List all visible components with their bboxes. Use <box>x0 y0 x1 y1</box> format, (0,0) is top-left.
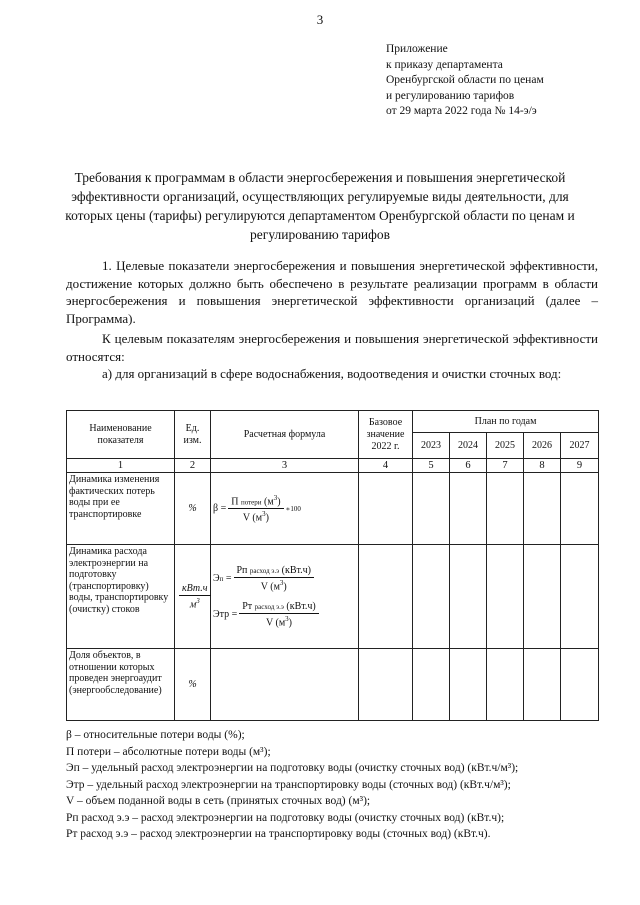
formula-num-sub: расход э.э <box>254 602 284 611</box>
header-year: 2026 <box>524 433 561 459</box>
header-year: 2025 <box>487 433 524 459</box>
base-value <box>359 649 413 721</box>
legend-line: Рт расход э.э – расход электроэнергии на транспортировку воды (сточных вод) (кВт.ч). <box>66 828 491 840</box>
column-number: 9 <box>561 459 599 473</box>
unit-den: м <box>189 599 197 611</box>
appendix-line: Приложение <box>386 43 448 55</box>
column-number: 4 <box>359 459 413 473</box>
plan-value <box>413 649 450 721</box>
legend-line: Эп – удельный расход электроэнергии на подготовку воды (очистку сточных вод) (кВт.ч/м³); <box>66 762 519 774</box>
plan-value <box>487 473 524 545</box>
formula-cell <box>211 473 359 545</box>
paragraph-2-text: К целевым показателям энергосбережения и повышения энергетической эффективности относятся: <box>66 331 598 364</box>
plan-value <box>450 473 487 545</box>
legend-line: β – относительные потери воды (%); <box>66 729 245 741</box>
indicator-unit: % <box>175 473 211 545</box>
header-name: Наименование показателя <box>67 411 175 459</box>
formula-num-sub: потери <box>240 498 262 506</box>
formula-num-sub: расход э.э <box>249 567 280 576</box>
appendix-line: к приказу департамента <box>386 58 503 71</box>
indicator-name: Доля объектов, в отношении которых проведен энергоаудит (энергообследование) <box>67 649 175 721</box>
appendix-line: и регулированию тарифов <box>386 89 515 102</box>
plan-value <box>561 649 599 721</box>
base-value <box>359 545 413 649</box>
indicator-unit <box>175 545 211 649</box>
appendix-line: от 29 марта 2022 года № 14-э/э <box>386 105 537 117</box>
plan-value <box>413 545 450 649</box>
formula-den: V (м <box>260 581 280 593</box>
formula-ep: Э п = $\frac{\text{Рп расход э.э (кВт.ч)}}{V (м^3)}$ <box>213 565 356 592</box>
legend-line: Рп расход э.э – расход электроэнергии на подготовку воды (очистку сточных вод) (кВт.ч); <box>66 811 505 824</box>
page-number: 3 <box>316 12 324 27</box>
column-number: 3 <box>211 459 359 473</box>
indicator-name: Динамика расхода электроэнергии на подготовку (транспортировку) воды, транспортировку (очистку) стоков <box>67 545 175 649</box>
indicator-unit: % <box>175 649 211 721</box>
legend-line: V – объем поданной воды в сеть (принятых сточных вод) (м³); <box>66 795 371 807</box>
plan-value <box>450 649 487 721</box>
paragraph-2 <box>66 330 598 365</box>
formula-lhs: β = <box>213 503 227 514</box>
document-title: Требования к программам в области энергосбережения и повышения энергетической эффективности организаций, осуществляющих регулируемые виды деятельности, для которых цены (тарифы) регулируются департаментом Оренбургской области по ценам и регулированию тарифов <box>65 170 575 242</box>
appendix-block <box>386 42 544 120</box>
column-number: 2 <box>175 459 211 473</box>
formula-num-main: П <box>231 496 239 507</box>
paragraph-3 <box>66 365 598 383</box>
formula-cell <box>211 649 359 721</box>
formula-num-main: Рт <box>242 600 253 612</box>
formula-etr <box>213 601 356 628</box>
header-unit: Ед. изм. <box>175 411 211 459</box>
header-formula: Расчетная формула <box>211 411 359 459</box>
legend-line: Этр – удельный расход электроэнергии на транспортировку воды (сточных вод) (кВт.ч/м³); <box>66 778 511 791</box>
formula-lhs: Этр = <box>213 608 238 620</box>
column-number: 7 <box>487 459 524 473</box>
formula-den: V (м <box>265 616 286 628</box>
formula-num-unit: (кВт.ч) <box>286 600 316 612</box>
formula-num-main: Рп <box>236 565 248 577</box>
formula-den: V (м <box>242 512 263 524</box>
column-number: 8 <box>524 459 561 473</box>
formula-num-unit: (кВт.ч) <box>281 565 311 577</box>
header-year: 2024 <box>450 433 487 459</box>
formula-sup: п <box>219 574 224 583</box>
column-number: 5 <box>413 459 450 473</box>
paragraph-1-text: 1. Целевые показатели энергосбережения и повышения энергетической эффективности, достижение которых должно быть обеспечено в результате реализации программ в области энергосбережения и повышения энергетической эффективности организаций (далее – Программа). <box>66 258 598 326</box>
legend-line: П потери – абсолютные потери воды (м³); <box>66 745 271 758</box>
formula-tail: ∗100 <box>285 504 301 513</box>
unit-fraction: $\frac{\text{кВт.ч}}{м^3}$ <box>179 583 211 610</box>
column-number: 1 <box>67 459 175 473</box>
appendix-line: Оренбургской области по ценам <box>386 74 544 86</box>
formula-fraction: $\frac{\text{Рп расход э.э (кВт.ч)}}{V (м^3)}$ <box>234 565 315 592</box>
plan-value <box>487 649 524 721</box>
unit-num: кВт.ч <box>179 583 211 596</box>
header-plan: План по годам <box>413 411 599 433</box>
header-base: Базовое значение 2022 г. <box>359 411 413 459</box>
plan-value <box>561 545 599 649</box>
paragraph-3-text: а) для организаций в сфере водоснабжения, водоотведения и очистки сточных вод: <box>102 366 562 381</box>
column-number: 6 <box>450 459 487 473</box>
indicators-table <box>66 410 599 721</box>
plan-value <box>524 649 561 721</box>
plan-value <box>487 545 524 649</box>
header-year: 2023 <box>413 433 450 459</box>
plan-value <box>561 473 599 545</box>
table-row <box>67 649 599 721</box>
table-row <box>67 473 599 545</box>
formula-beta <box>213 494 356 524</box>
formula-num-unit: (м <box>264 496 274 507</box>
plan-value <box>524 473 561 545</box>
plan-value <box>450 545 487 649</box>
indicator-name: Динамика изменения фактических потерь воды при ее транспортировке <box>67 473 175 545</box>
formula-lhs: Э <box>213 573 220 585</box>
formula-fraction: $\frac{\text{Рт расход э.э (кВт.ч)}}{V (м^3)}$ <box>239 601 319 628</box>
table-row <box>67 545 599 649</box>
base-value <box>359 473 413 545</box>
plan-value <box>524 545 561 649</box>
plan-value <box>413 473 450 545</box>
formula-fraction: $\frac{П потери (м^3)}{V (м^3)}$ <box>228 494 283 524</box>
paragraph-1 <box>66 257 598 327</box>
legend-block <box>66 727 606 843</box>
formula-cell <box>211 545 359 649</box>
column-numbers-row <box>67 459 599 473</box>
header-year: 2027 <box>561 433 599 459</box>
